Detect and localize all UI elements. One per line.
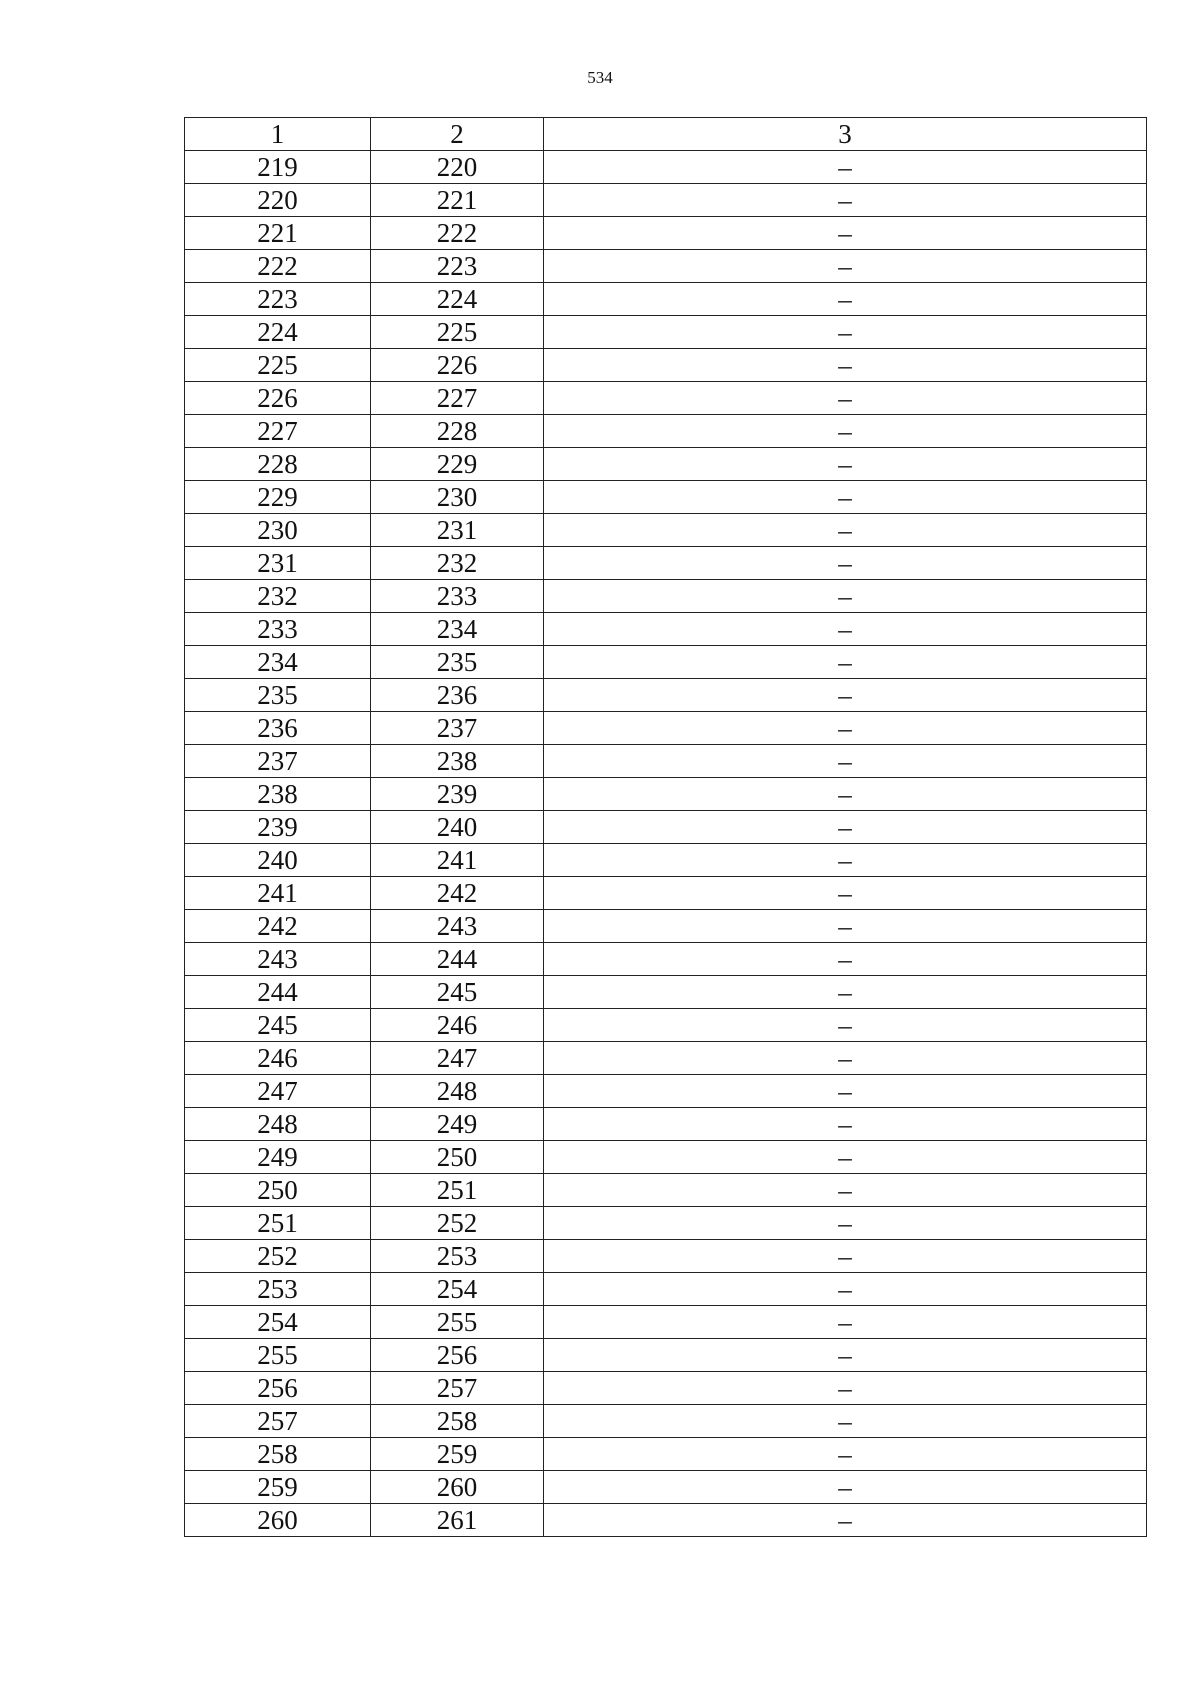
table-row: [185, 547, 1147, 580]
table-row: [185, 1471, 1147, 1504]
table-cell-col-2: 234: [371, 613, 544, 646]
table-cell-col-1: 245: [185, 1009, 371, 1042]
table-cell-col-3: –: [544, 283, 1147, 316]
table-cell-col-1: 259: [185, 1471, 371, 1504]
table-row: [185, 712, 1147, 745]
table-cell-col-2: 238: [371, 745, 544, 778]
table-cell-col-2: 261: [371, 1504, 544, 1537]
table-cell-col-3: –: [544, 613, 1147, 646]
table-cell-col-1: 224: [185, 316, 371, 349]
table-cell-col-1: 255: [185, 1339, 371, 1372]
table-cell-col-2: 224: [371, 283, 544, 316]
table-cell-col-3: –: [544, 877, 1147, 910]
table-cell-col-1: 225: [185, 349, 371, 382]
table-cell-col-1: 233: [185, 613, 371, 646]
table-row: [185, 1009, 1147, 1042]
table-cell-col-3: –: [544, 514, 1147, 547]
table-cell-col-2: 245: [371, 976, 544, 1009]
table-row: [185, 877, 1147, 910]
table-cell-col-1: 222: [185, 250, 371, 283]
table-cell-col-1: 229: [185, 481, 371, 514]
table-cell-col-2: 260: [371, 1471, 544, 1504]
table-row: [185, 481, 1147, 514]
table-cell-col-2: 242: [371, 877, 544, 910]
table-row: [185, 679, 1147, 712]
table-row: [185, 1108, 1147, 1141]
table-row: [185, 1339, 1147, 1372]
table-cell-col-3: –: [544, 151, 1147, 184]
table-cell-col-3: –: [544, 1372, 1147, 1405]
table-cell-col-1: 250: [185, 1174, 371, 1207]
table-row: [185, 151, 1147, 184]
table-cell-col-1: 227: [185, 415, 371, 448]
table-cell-col-1: 241: [185, 877, 371, 910]
table-cell-col-2: 220: [371, 151, 544, 184]
table-cell-col-2: 259: [371, 1438, 544, 1471]
data-table: [184, 117, 1147, 1537]
table-cell-col-2: 247: [371, 1042, 544, 1075]
table-cell-col-3: –: [544, 1504, 1147, 1537]
table-cell-col-1: 260: [185, 1504, 371, 1537]
table-cell-col-3: –: [544, 811, 1147, 844]
table-cell-col-3: –: [544, 1075, 1147, 1108]
table-cell-col-3: –: [544, 547, 1147, 580]
table-cell-col-2: 231: [371, 514, 544, 547]
table-cell-col-3: –: [544, 1471, 1147, 1504]
table-cell-col-1: 220: [185, 184, 371, 217]
table-cell-col-2: 236: [371, 679, 544, 712]
table-row: [185, 448, 1147, 481]
table-cell-col-1: 251: [185, 1207, 371, 1240]
table-row: [185, 382, 1147, 415]
table-cell-col-2: 222: [371, 217, 544, 250]
table-cell-col-3: –: [544, 316, 1147, 349]
table-cell-col-3: –: [544, 217, 1147, 250]
table-cell-col-1: 235: [185, 679, 371, 712]
table-cell-col-2: 240: [371, 811, 544, 844]
table-cell-col-1: 226: [185, 382, 371, 415]
table-cell-col-2: 229: [371, 448, 544, 481]
table-cell-col-1: 246: [185, 1042, 371, 1075]
table-cell-col-3: –: [544, 976, 1147, 1009]
table-cell-col-3: –: [544, 1306, 1147, 1339]
table-row: [185, 778, 1147, 811]
table-cell-col-2: 241: [371, 844, 544, 877]
table-cell-col-3: –: [544, 1438, 1147, 1471]
table-row: [185, 1438, 1147, 1471]
table-cell-col-2: 232: [371, 547, 544, 580]
table-cell-col-2: 233: [371, 580, 544, 613]
table-cell-col-1: 223: [185, 283, 371, 316]
table-row: [185, 811, 1147, 844]
table-row: [185, 1075, 1147, 1108]
page-number: 534: [587, 68, 613, 87]
table-cell-col-1: 252: [185, 1240, 371, 1273]
table-row: [185, 1306, 1147, 1339]
table-cell-col-3: –: [544, 1141, 1147, 1174]
table-cell-col-2: 253: [371, 1240, 544, 1273]
table-cell-col-1: 247: [185, 1075, 371, 1108]
table-row: [185, 844, 1147, 877]
table-cell-col-3: –: [544, 1240, 1147, 1273]
table-cell-col-1: 257: [185, 1405, 371, 1438]
table-row: [185, 1207, 1147, 1240]
table-cell-col-1: 248: [185, 1108, 371, 1141]
table-cell-col-1: 239: [185, 811, 371, 844]
table-cell-col-3: –: [544, 382, 1147, 415]
table-header-row: [185, 118, 1147, 151]
table-cell-col-2: 243: [371, 910, 544, 943]
table-row: [185, 1405, 1147, 1438]
table-cell-col-3: –: [544, 481, 1147, 514]
column-header-1: 1: [185, 118, 371, 151]
table-row: [185, 580, 1147, 613]
table-row: [185, 910, 1147, 943]
table-cell-col-2: 237: [371, 712, 544, 745]
table-row: [185, 943, 1147, 976]
table-cell-col-3: –: [544, 646, 1147, 679]
table-row: [185, 184, 1147, 217]
table-cell-col-3: –: [544, 1009, 1147, 1042]
table-cell-col-2: 255: [371, 1306, 544, 1339]
table-cell-col-2: 244: [371, 943, 544, 976]
table-row: [185, 646, 1147, 679]
table-row: [185, 283, 1147, 316]
table-cell-col-1: 231: [185, 547, 371, 580]
table-cell-col-2: 248: [371, 1075, 544, 1108]
table-cell-col-2: 239: [371, 778, 544, 811]
table-cell-col-3: –: [544, 184, 1147, 217]
table-cell-col-1: 230: [185, 514, 371, 547]
table-row: [185, 976, 1147, 1009]
table-cell-col-3: –: [544, 415, 1147, 448]
table-cell-col-2: 250: [371, 1141, 544, 1174]
table-cell-col-1: 219: [185, 151, 371, 184]
table-cell-col-1: 244: [185, 976, 371, 1009]
table-cell-col-1: 258: [185, 1438, 371, 1471]
table-cell-col-1: 243: [185, 943, 371, 976]
table-cell-col-2: 221: [371, 184, 544, 217]
table-cell-col-1: 228: [185, 448, 371, 481]
table-cell-col-1: 238: [185, 778, 371, 811]
table-cell-col-1: 249: [185, 1141, 371, 1174]
table-cell-col-3: –: [544, 580, 1147, 613]
table-row: [185, 613, 1147, 646]
table-cell-col-2: 230: [371, 481, 544, 514]
table-cell-col-3: –: [544, 250, 1147, 283]
table-row: [185, 1174, 1147, 1207]
table-cell-col-3: –: [544, 448, 1147, 481]
table-cell-col-3: –: [544, 844, 1147, 877]
table-row: [185, 349, 1147, 382]
table-row: [185, 1504, 1147, 1537]
table-row: [185, 1273, 1147, 1306]
table-cell-col-1: 253: [185, 1273, 371, 1306]
table-cell-col-2: 258: [371, 1405, 544, 1438]
table-cell-col-3: –: [544, 778, 1147, 811]
table-cell-col-2: 256: [371, 1339, 544, 1372]
table-cell-col-2: 223: [371, 250, 544, 283]
table-row: [185, 250, 1147, 283]
table-cell-col-3: –: [544, 679, 1147, 712]
table-cell-col-2: 227: [371, 382, 544, 415]
table-cell-col-1: 234: [185, 646, 371, 679]
table-cell-col-3: –: [544, 910, 1147, 943]
table-cell-col-3: –: [544, 1273, 1147, 1306]
table-cell-col-2: 254: [371, 1273, 544, 1306]
table-cell-col-1: 242: [185, 910, 371, 943]
table-cell-col-2: 251: [371, 1174, 544, 1207]
table-cell-col-1: 240: [185, 844, 371, 877]
table-cell-col-1: 237: [185, 745, 371, 778]
table-cell-col-2: 228: [371, 415, 544, 448]
table-row: [185, 1141, 1147, 1174]
column-header-3: 3: [544, 118, 1147, 151]
table-cell-col-1: 256: [185, 1372, 371, 1405]
table-row: [185, 1240, 1147, 1273]
table-row: [185, 316, 1147, 349]
table-cell-col-3: –: [544, 943, 1147, 976]
table-cell-col-2: 225: [371, 316, 544, 349]
table-cell-col-3: –: [544, 1108, 1147, 1141]
table-cell-col-2: 246: [371, 1009, 544, 1042]
table-cell-col-3: –: [544, 1042, 1147, 1075]
table-cell-col-2: 249: [371, 1108, 544, 1141]
table-cell-col-3: –: [544, 745, 1147, 778]
table-cell-col-1: 221: [185, 217, 371, 250]
table-cell-col-1: 232: [185, 580, 371, 613]
table-cell-col-2: 257: [371, 1372, 544, 1405]
table-cell-col-3: –: [544, 349, 1147, 382]
table-cell-col-3: –: [544, 712, 1147, 745]
table-cell-col-3: –: [544, 1207, 1147, 1240]
table-cell-col-1: 254: [185, 1306, 371, 1339]
table-row: [185, 514, 1147, 547]
table-cell-col-3: –: [544, 1339, 1147, 1372]
table-row: [185, 1042, 1147, 1075]
table-row: [185, 415, 1147, 448]
table-row: [185, 217, 1147, 250]
table-row: [185, 745, 1147, 778]
column-header-2: 2: [371, 118, 544, 151]
table-cell-col-3: –: [544, 1405, 1147, 1438]
table-cell-col-2: 226: [371, 349, 544, 382]
table-body: [185, 151, 1147, 1537]
table-cell-col-1: 236: [185, 712, 371, 745]
table-cell-col-3: –: [544, 1174, 1147, 1207]
table-cell-col-2: 252: [371, 1207, 544, 1240]
table-row: [185, 1372, 1147, 1405]
table-cell-col-2: 235: [371, 646, 544, 679]
